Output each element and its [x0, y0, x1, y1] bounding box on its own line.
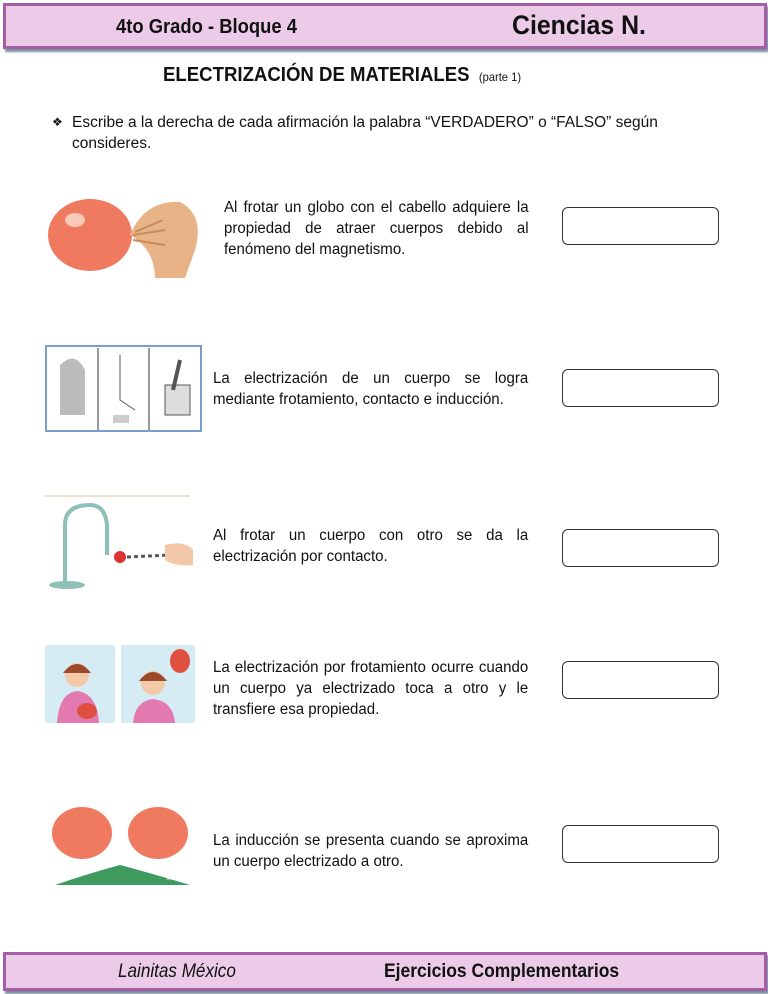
- answer-field-2[interactable]: [562, 369, 719, 407]
- question-4: La electrización por frotamiento ocurre cuando un cuerpo ya electrizado toca a otro y le transfiere esa propiedad.: [213, 659, 529, 718]
- girl-balloon-image: [45, 645, 195, 723]
- balloon-hair-image: [45, 190, 205, 282]
- answer-field-3[interactable]: [562, 529, 719, 567]
- answer-field-1[interactable]: [562, 207, 719, 245]
- subject: Ciencias N.: [512, 10, 646, 40]
- question-5: La inducción se presenta cuando se aproxima un cuerpo electrizado a otro.: [213, 832, 529, 870]
- induction-image: [50, 805, 196, 888]
- footer-band: [3, 952, 767, 991]
- question-3: Al frotar un cuerpo con otro se da la electrización por contacto.: [213, 527, 529, 565]
- page-title: [163, 64, 521, 87]
- instruction-text: Escribe a la derecha de cada afirmación la palabra “VERDADERO” o “FALSO” según consideres.: [72, 114, 658, 152]
- question-2: La electrización de un cuerpo se logra mediante frotamiento, contacto e inducción.: [213, 370, 529, 408]
- answer-field-5[interactable]: [562, 825, 719, 863]
- header-band: [3, 3, 767, 49]
- induction-label: Inducción: [166, 876, 192, 882]
- grade-block: 4to Grado - Bloque 4: [116, 16, 297, 38]
- author: Lainitas México: [118, 961, 236, 982]
- pendulum-image: [45, 495, 195, 591]
- subtitle: (parte 1): [478, 70, 522, 84]
- answer-field-4[interactable]: [562, 661, 719, 699]
- question-1: Al frotar un globo con el cabello adquiere la propiedad de atraer cuerpos debido al fenómeno del magnetismo.: [224, 199, 529, 258]
- title-text: ELECTRIZACIÓN DE MATERIALES: [163, 64, 470, 86]
- footer-title: Ejercicios Complementarios: [384, 961, 620, 982]
- instruction: [52, 112, 732, 154]
- bullet-icon: ❖: [52, 115, 63, 129]
- electrization-methods-image: [45, 345, 202, 433]
